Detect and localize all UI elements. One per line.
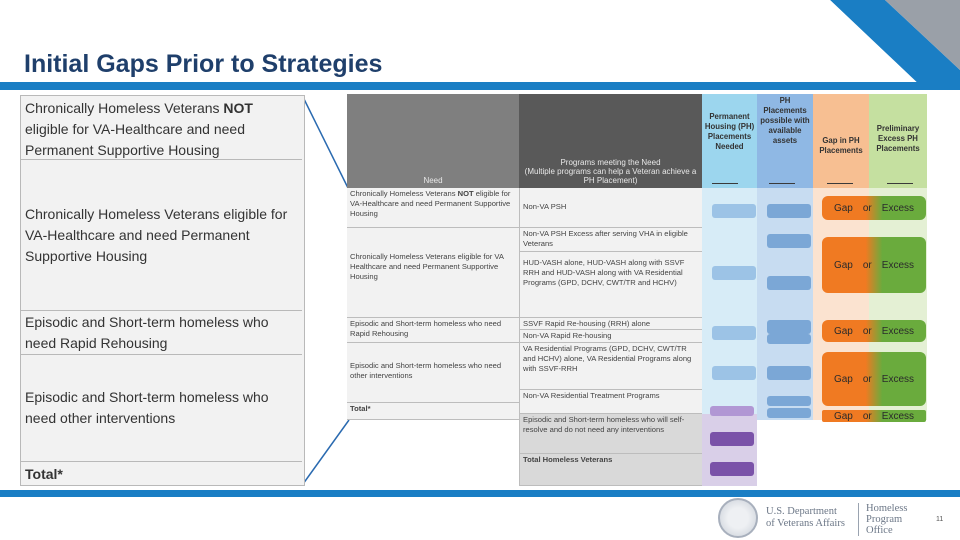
program-cell [519,228,702,252]
left-row-rapid-rehousing [21,311,302,355]
program-cell [519,330,702,343]
ph-assets-column [757,188,813,420]
programs-header-note: (Multiple programs can help a Veteran achieve a PH Placement) [524,167,697,185]
ph-assets-total-slot[interactable] [767,408,811,418]
gap-label: Gap [833,410,853,422]
or-label: or [862,373,872,385]
ph-assets-value-slot[interactable] [767,366,811,380]
program-cell [519,343,702,390]
or-label: or [862,202,872,214]
program-cell-text: SSVF Rapid Re-housing (RRH) alone [523,319,651,328]
gap-header-label: Gap in PH Placements [819,136,863,155]
gap-or-excess-cell [822,196,926,220]
program-cell-text: HUD-VASH alone, HUD-VASH along with SSVF RRH and HUD-VASH along with VA Residential Programs (GPD, DCHV, CWT/TR and HCHV) [523,258,685,287]
ph-needed-value-slot[interactable] [712,366,756,380]
gap-label: Gap [833,202,853,214]
ph-assets-value-slot[interactable] [767,234,811,248]
ph-needed-value-slot[interactable] [712,266,756,280]
program-cell-text: Total Homeless Veterans [523,455,613,464]
need-cell [347,343,519,403]
page-number: 11 [936,516,944,523]
ph-needed-value-slot[interactable] [712,204,756,218]
left-row-text: Total* [25,466,63,482]
excess-label: Excess [881,202,915,214]
gap-label: Gap [833,325,853,337]
ph-assets-value-slot[interactable] [767,334,811,344]
program-cell-total [519,454,702,486]
gap-or-excess-cell [822,237,926,293]
ph-assets-value-slot[interactable] [767,276,811,290]
need-cell [347,188,519,228]
need-cell-text: Total* [350,404,371,413]
ph-needed-value-slot[interactable] [712,326,756,340]
gap-header-entry [827,174,853,184]
gap-or-excess-cell [822,352,926,406]
va-wordmark [766,506,845,530]
need-cell-text: Chronically Homeless Veterans eligible for VA Healthcare and need Permanent Supportive Housing [350,252,504,281]
left-row-text: Chronically Homeless Veterans [25,100,224,116]
need-cell-bold: NOT [457,189,474,198]
program-cell-text: Non-VA PSH Excess after serving VHA in eligible Veterans [523,229,688,248]
left-row-other-interventions [21,355,302,462]
need-cell-text: Episodic and Short-term homeless who need other interventions [350,361,502,380]
slide-title: Initial Gaps Prior to Strategies [24,50,383,78]
program-cell-text: Non-VA Rapid Re-housing [523,331,612,340]
gap-or-excess-cell [822,320,926,342]
bottom-divider-bar [0,490,960,497]
program-cell [519,390,702,414]
need-column [347,188,519,420]
or-label: or [862,259,872,271]
ph-assets-value-slot[interactable] [767,204,811,218]
gap-label: Gap [833,373,853,385]
program-cell-text: Non-VA PSH [523,202,567,211]
hpo-line: Office [866,525,893,536]
excess-header-entry [887,174,913,184]
va-line: U.S. Department [766,506,837,517]
left-row-chronic-not-eligible [21,96,302,160]
gap-label: Gap [833,259,853,271]
need-cell-text: Chronically Homeless Veterans [350,189,458,198]
need-cell-text: Episodic and Short-term homeless who need Rapid Rehousing [350,319,502,338]
left-row-text: Episodic and Short-term homeless who need other interventions [25,389,269,426]
programs-column [519,188,702,486]
gap-or-excess-total-cell [822,410,926,422]
programs-column-header [519,94,702,188]
need-cell [347,318,519,343]
program-cell [519,252,702,318]
need-header-label: Need [423,176,443,185]
or-label: or [862,325,872,337]
ph-needed-total-slot[interactable] [710,406,754,416]
total-homeless-value-slot[interactable] [710,462,754,476]
program-cell [519,318,702,330]
hpo-line: Homeless [866,503,908,514]
self-resolve-value-slot[interactable] [710,432,754,446]
ph-assets-header-entry [769,174,795,184]
excess-label: Excess [881,259,915,271]
programs-header-label: Programs meeting the Need [560,158,661,167]
program-cell [519,188,702,228]
excess-label: Excess [881,410,915,422]
hpo-wordmark [858,503,907,536]
ph-assets-value-slot[interactable] [767,396,811,406]
zoomed-need-table [20,95,305,486]
va-line: of Veterans Affairs [766,518,845,529]
ph-needed-header-entry [712,174,738,184]
ph-needed-header-label: Permanent Housing (PH) Placements Needed [704,112,755,151]
ph-assets-value-slot[interactable] [767,320,811,334]
left-row-text: Episodic and Short-term homeless who need Rapid Rehousing [25,313,269,351]
va-seal-icon [718,498,758,538]
program-cell-text: Episodic and Short-term homeless who will self-resolve and do not need any interventions [523,415,685,434]
left-row-bold-text: NOT [223,100,253,116]
va-hpo-logo [718,498,938,538]
need-column-header [347,94,519,188]
left-row-chronic-eligible [21,160,302,311]
program-cell-text: VA Residential Programs (GPD, DCHV, CWT/TR and HCHV) alone, VA Residential Programs along with SSVF-RRH [523,344,692,373]
need-cell-total [347,403,519,420]
corner-stripes-decoration [790,0,960,90]
left-row-total [21,462,302,485]
or-label: or [862,410,872,422]
hpo-line: Program [866,514,903,525]
top-divider-bar [0,82,960,90]
program-cell [519,414,702,454]
need-cell [347,228,519,318]
ph-assets-header-label: PH Placements possible with available assets [760,96,810,145]
left-row-text: Chronically Homeless Veterans eligible for VA-Healthcare and need Permanent Supportive Housing [25,205,288,264]
program-cell-text: Non-VA Residential Treatment Programs [523,391,660,400]
left-row-text: eligible for VA-Healthcare and need Permanent Supportive Housing [25,121,245,158]
need-cell-text: eligible for VA-Healthcare and need Permanent Supportive Housing [350,189,511,218]
excess-header-label: Preliminary Excess PH Placements [876,124,920,153]
excess-label: Excess [881,373,915,385]
excess-label: Excess [881,325,915,337]
